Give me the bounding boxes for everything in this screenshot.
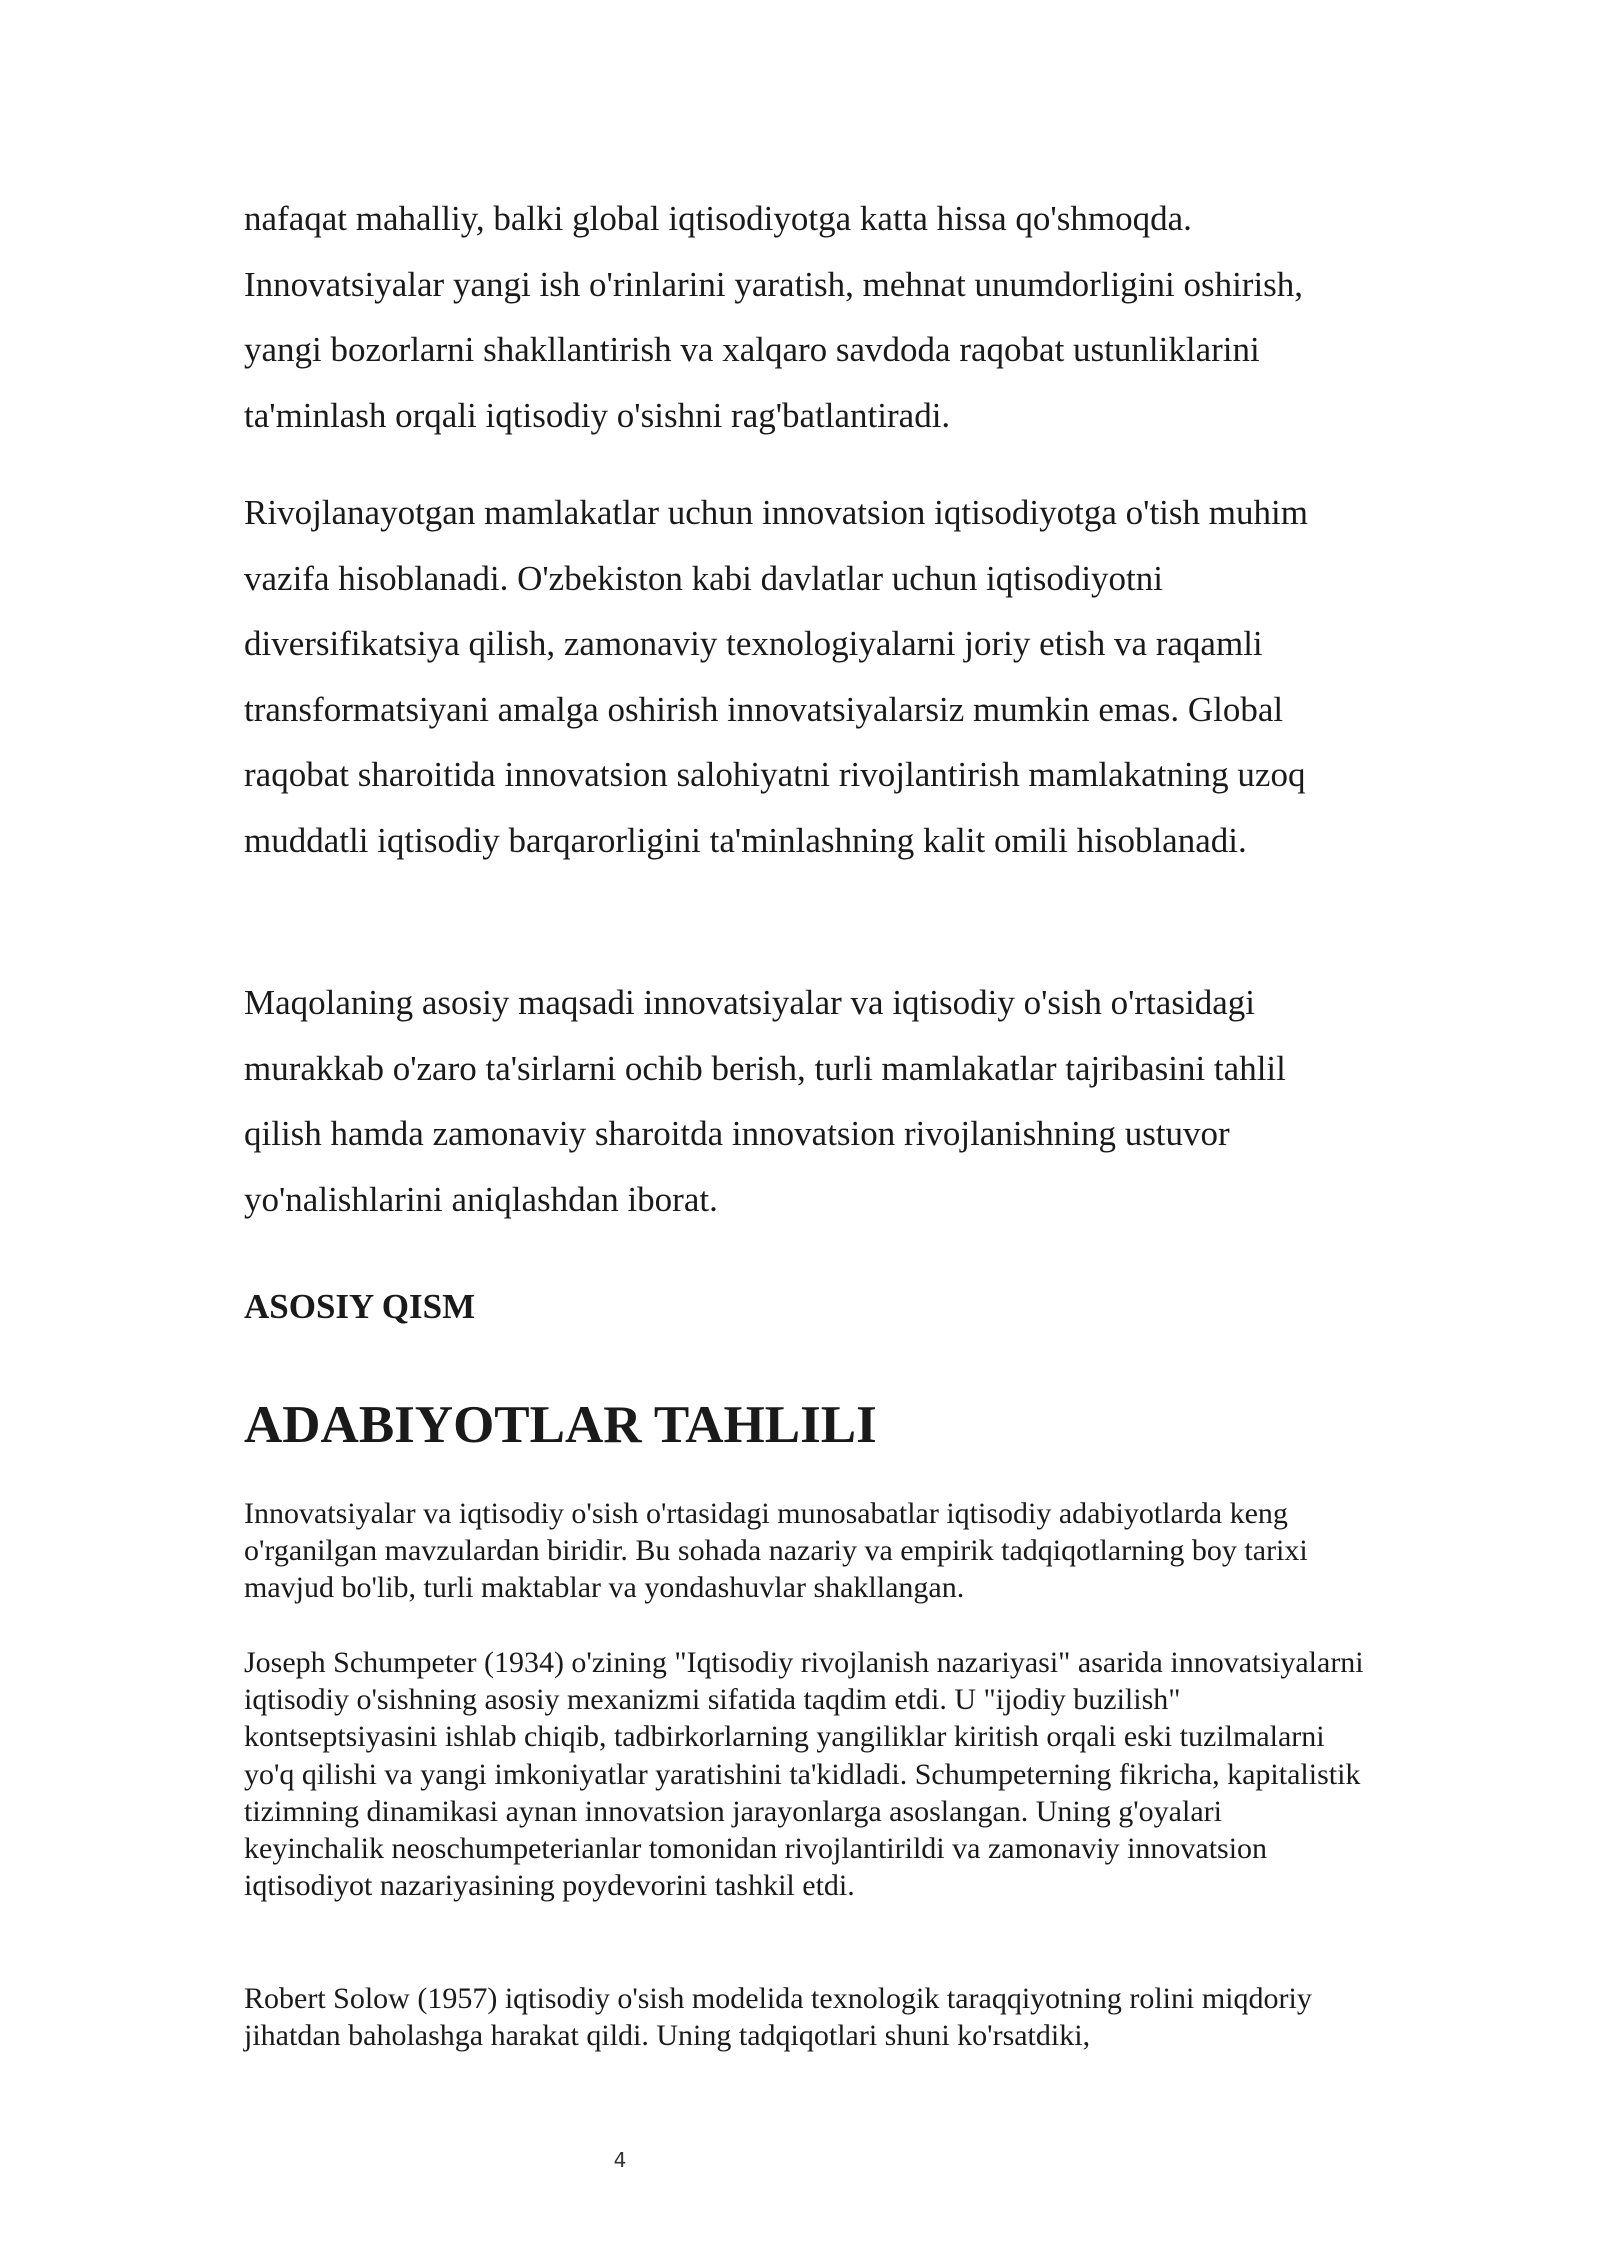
section-heading: ADABIYOTLAR TAHLILI bbox=[244, 1396, 877, 1454]
body-paragraph: nafaqat mahalliy, balki global iqtisodiyotga katta hissa qo'shmoqda. Innovatsiyalar yangi ish o'rinlarini yaratish, mehnat unumdorligini oshirish, yangi bozorlarni shakllantirish va xalqaro savdoda raqobat ustunliklarini ta'minlash orqali iqtisodiy o'sishni rag'batlantiradi. bbox=[244, 199, 1304, 435]
body-paragraph: Rivojlanayotgan mamlakatlar uchun innovatsion iqtisodiyotga o'tish muhim vazifa hisoblanadi. O'zbekiston kabi davlatlar uchun iqtisodiyotni diversifikatsiya qilish, zamonaviy texnologiyalarni joriy etish va raqamli transformatsiyani amalga oshirish innovatsiyalarsiz mumkin emas. Global raqobat sharoitida innovatsion salohiyatni rivojlantirish mamlakatning uzoq muddatli iqtisodiy barqarorligini ta'minlashning kalit omili hisoblanadi. bbox=[244, 493, 1308, 860]
literature-paragraph: Innovatsiyalar va iqtisodiy o'sish o'rtasidagi munosabatlar iqtisodiy adabiyotlarda keng o'rganilgan mavzulardan biridir. Bu sohada nazariy va empirik tadqiqotlarning boy tarixi mavjud bo'lib, turli maktablar va yondashuvlar shakllangan. bbox=[244, 1497, 1308, 1605]
literature-paragraph: Joseph Schumpeter (1934) o'zining "Iqtisodiy rivojlanish nazariyasi" asarida innovatsiyalarni iqtisodiy o'sishning asosiy mexanizmi sifatida taqdim etdi. U "ijodiy buzilish" kontseptsiyasini ishlab chiqib, tadbirkorlarning yangiliklar kiritish orqali eski tuzilmalarni yo'q qilishi va yangi imkoniyatlar yaratishini ta'kidladi. Schumpeterning fikricha, kapitalistik tizimning dinamikasi aynan innovatsion jarayonlarga asoslangan. Uning g'oyalari keyinchalik neoschumpeterianlar tomonidan rivojlantirildi va zamonaviy innovatsion iqtisodiyot nazariyasining poydevorini tashkil etdi. bbox=[244, 1646, 1364, 1903]
literature-paragraph: Robert Solow (1957) iqtisodiy o'sish modelida texnologik taraqqiyotning rolini miqdoriy jihatdan baholashga harakat qildi. Uning tadqiqotlari shuni ko'rsatdiki, bbox=[244, 1982, 1312, 2053]
page-number: 4 bbox=[613, 2148, 627, 2172]
body-paragraph: Maqolaning asosiy maqsadi innovatsiyalar va iqtisodiy o'sish o'rtasidagi murakkab o'zaro ta'sirlarni ochib berish, turli mamlakatlar tajribasini tahlil qilish hamda zamonaviy sharoitda innovatsion rivojlanishning ustuvor yo'nalishlarini aniqlashdan iborat. bbox=[244, 983, 1286, 1219]
section-label: ASOSIY QISM bbox=[244, 1287, 476, 1326]
